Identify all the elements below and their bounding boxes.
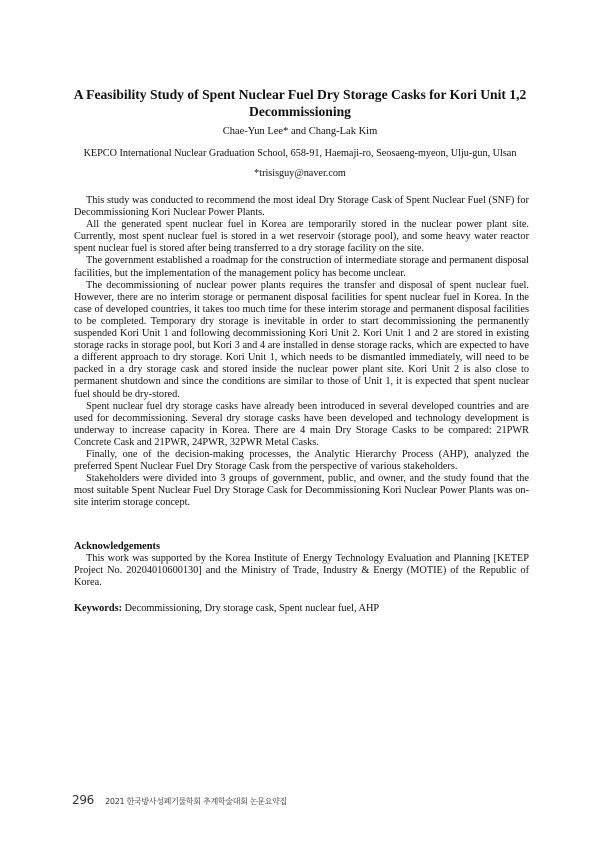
acknowledgements-text: This work was supported by the Korea Institute of Energy Technology Evaluation and Planning [KETEP Project No. 20204010600130] and the Ministry of Trade, Industry & Energy (MOTIE) of the Republic of Korea. [74,553,529,589]
paper-title: A Feasibility Study of Spent Nuclear Fuel Dry Storage Casks for Kori Unit 1,2 Decommissioning [73,87,527,119]
paragraph: All the generated spent nuclear fuel in Korea are temporarily stored in the nuclear power plant site. Currently, most spent nuclear fuel is stored in a wet reservoir (storage pool), and some heavy water reactor spent nuclear fuel is stored after being transferred to a dry storage facility on the site. [74,219,529,255]
keywords-label: Keywords: [74,603,123,614]
abstract-body [74,195,529,509]
paragraph: The government established a roadmap for the construction of intermediate storage and permanent disposal facilities, but the implementation of the management policy has become unclear. [74,255,529,279]
footer-text: 2021 한국방사성폐기물학회 추계학술대회 논문요약집 [105,797,287,806]
affiliation: KEPCO International Nuclear Graduation School, 658-91, Haemaji-ro, Seosaeng-myeon, Ulju-gun, Ulsan [83,148,517,159]
paragraph: Finally, one of the decision-making processes, the Analytic Hierarchy Process (AHP), analyzed the preferred Spent Nuclear Fuel Dry Storage Cask from the perspective of various stakeholders. [74,448,529,473]
acknowledgements-heading: Acknowledgements [74,541,161,552]
author-list: Chae-Yun Lee* and Chang-Lak Kim [222,126,378,137]
paragraph: This study was conducted to recommend the most ideal Dry Storage Cask of Spent Nuclear Fuel (SNF) for Decommissioning Kori Nuclear Power Plants. [74,195,529,219]
keywords-text: Decommissioning, Dry storage cask, Spent nuclear fuel, AHP [124,603,380,614]
acknowledgements-section [74,553,529,589]
paragraph: Spent nuclear fuel dry storage casks have already been introduced in several developed countries and are used for decommissioning. Several dry storage casks have been developed and technology development is underway to increase capacity in Korea. There are 4 main Dry Storage Casks to be compared: 21PWR Concrete Cask and 21PWR, 24PWR, 32PWR Metal Casks. [74,400,529,448]
page-number: 296 [72,793,95,807]
contact-email: *trisisguy@naver.com [254,168,346,179]
keywords-line [74,603,529,615]
paragraph: The decommissioning of nuclear power plants requires the transfer and disposal of spent nuclear fuel. However, there are no interim storage or permanent disposal facilities for spent nuclear fuel in Korea. In the case of developed countries, it takes too much time for these interim storage and permanent disposal facilities to be completed. Temporary dry storage is inevitable in order to start decommissioning the permanently suspended Kori Unit 1 and following decommissioning Kori Unit 2. Kori Unit 1 and 2 are stored in existing storage racks in storage pool, but Kori 3 and 4 are installed in dense storage racks, which are expected to have a different approach to dry storage. Kori Unit 1, which needs to be dismantled immediately, will need to be packed in a dry storage cask and stored inside the nuclear power plant site. Kori Unit 2 is also close to permanent shutdown and since the conditions are similar to those of Unit 1, it is expected that spent nuclear fuel should be dry-stored. [74,279,529,400]
paragraph: Stakeholders were divided into 3 groups of government, public, and owner, and the study found that the most suitable Spent Nuclear Fuel Dry Storage Cask for Decommissioning Kori Nuclear Power Plants was on-site interim storage concept. [74,473,529,509]
page-footer [72,789,287,808]
